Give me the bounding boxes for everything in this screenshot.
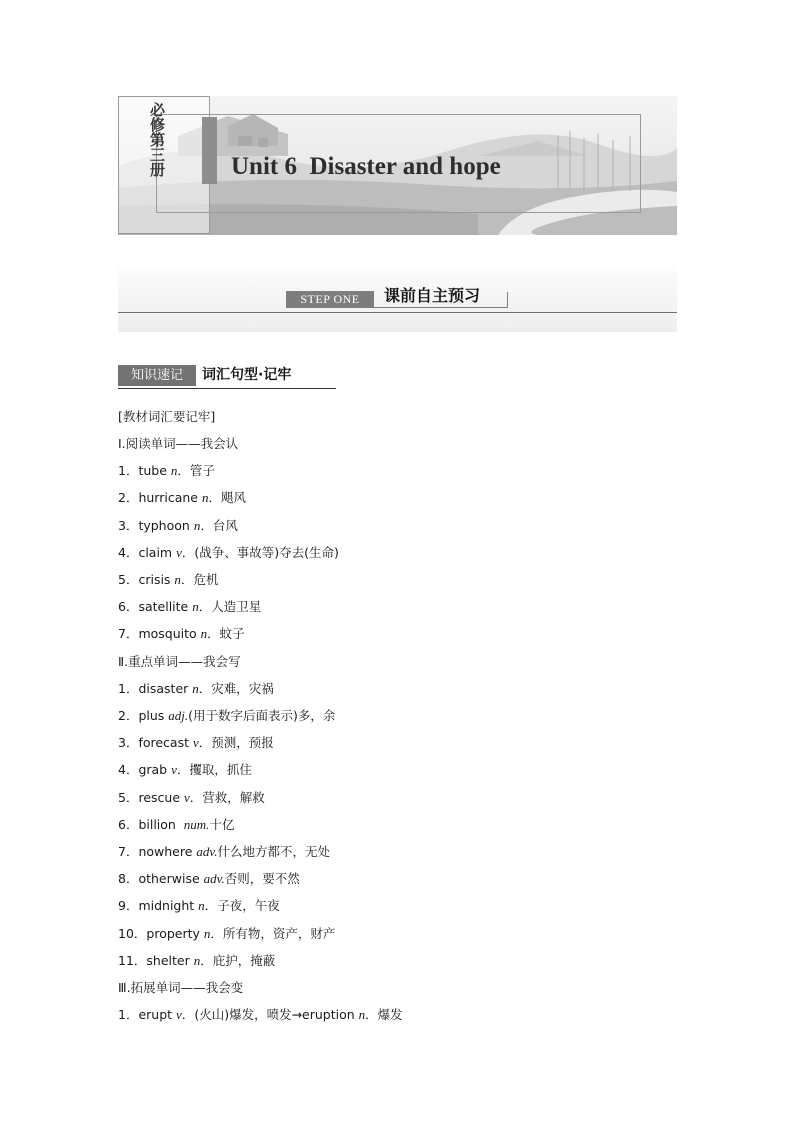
separator: ． — [198, 599, 212, 615]
vocab-item — [118, 734, 274, 752]
vocab-word: property — [146, 925, 204, 941]
part-of-speech: n — [192, 680, 199, 696]
item-number: 6． — [118, 816, 139, 832]
vocab-word: plus — [138, 708, 169, 723]
vocab-meaning: 营救，解救 — [202, 789, 265, 805]
part-of-speech: num. — [183, 816, 210, 832]
part-of-speech: v — [171, 762, 177, 778]
vocab-meaning: 预测，预报 — [211, 735, 274, 751]
item-number: 7． — [118, 844, 139, 859]
vocab-word: otherwise — [138, 871, 204, 887]
part-of-speech: n — [201, 490, 209, 506]
separator: ． — [180, 572, 194, 587]
item-number: 3． — [118, 735, 139, 751]
vocab-item — [118, 816, 234, 834]
item-number: 2． — [118, 708, 139, 723]
vocab-meaning: 蚊子 — [219, 626, 245, 642]
separator: ． — [207, 626, 220, 642]
separator: ． — [198, 680, 212, 696]
part-of-speech: v — [192, 735, 199, 751]
item-number: 4． — [118, 762, 139, 778]
item-number: 1． — [118, 680, 139, 696]
vocab-word: midnight — [138, 898, 199, 914]
step-title-underline — [374, 307, 508, 308]
part-of-speech: adj. — [168, 708, 189, 723]
vocab-item — [118, 462, 215, 480]
separator: ． — [200, 952, 213, 968]
part-of-speech: n — [193, 952, 201, 968]
part-of-speech: n — [358, 1007, 366, 1023]
part-of-speech: v — [183, 789, 190, 805]
part-of-speech: v — [176, 544, 182, 560]
part-of-speech: n — [200, 626, 208, 642]
vocab-item — [118, 489, 246, 507]
vocab-meaning: 什么地方都不，无处 — [217, 844, 330, 859]
step-title-bracket — [507, 292, 508, 308]
part-of-speech: n — [193, 517, 201, 533]
part-of-speech: n — [170, 463, 178, 479]
unit-title: Unit 6 Disaster and hope — [231, 153, 501, 180]
vocab-item — [118, 925, 335, 943]
vocab-item — [118, 544, 339, 562]
vocab-meaning: 管子 — [189, 463, 215, 479]
vocab-word: disaster — [138, 680, 193, 696]
separator: ． — [198, 735, 212, 751]
vocab-word: typhoon — [138, 517, 194, 533]
separator: ． — [189, 789, 203, 805]
volume-label: 必修第三册 — [148, 102, 166, 177]
vocab-meaning: 飓风 — [220, 490, 246, 506]
separator: ． — [181, 1007, 195, 1023]
vocab-word: grab — [138, 762, 172, 778]
vocab-word: billion — [138, 816, 184, 832]
item-number: 5． — [118, 572, 139, 587]
separator: ． — [181, 544, 195, 560]
vocab-meaning: (火山)爆发，喷发→eruption — [194, 1007, 359, 1023]
vocab-word: tube — [138, 463, 171, 479]
vocab-meaning: 台风 — [212, 517, 238, 533]
vocab-word: hurricane — [138, 490, 202, 506]
vocab-item — [118, 952, 275, 970]
item-number: 2． — [118, 490, 139, 506]
separator: ． — [210, 925, 223, 941]
part-of-speech: n — [198, 898, 205, 914]
step-label: STEP ONE — [286, 291, 374, 308]
vocab-meaning: (战争、事故等)夺去(生命) — [194, 544, 339, 560]
part-of-speech: adv. — [203, 871, 225, 887]
vocab-meaning: 所有物，资产，财产 — [222, 925, 336, 941]
vocab-word: erupt — [138, 1007, 177, 1023]
vocab-meaning: 攫取，抓住 — [189, 762, 252, 778]
separator: ． — [204, 898, 218, 914]
vocab-item — [118, 571, 218, 589]
item-number: 1． — [118, 463, 139, 479]
vocab-meaning: 危机 — [193, 572, 219, 587]
vocab-word: forecast — [138, 735, 193, 751]
separator: ． — [176, 762, 190, 778]
section-title: 词汇句型·记牢 — [202, 367, 292, 383]
separator: ． — [365, 1007, 378, 1023]
item-number: 4． — [118, 544, 139, 560]
title-accent-bar — [202, 117, 217, 184]
vocab-item — [118, 1006, 403, 1024]
section-tag: 知识速记 — [118, 365, 196, 386]
separator: ． — [200, 517, 213, 533]
item-number: 6． — [118, 599, 139, 615]
vocab-meaning: 爆发 — [377, 1007, 403, 1023]
vocab-meaning: 人造卫星 — [211, 599, 262, 615]
section-underline — [118, 388, 336, 389]
vocab-item — [118, 897, 280, 915]
item-number: 1． — [118, 1007, 139, 1023]
vocab-item — [118, 707, 335, 725]
part-of-speech: v — [176, 1007, 182, 1023]
item-number: 5． — [118, 789, 139, 805]
item-number: 3． — [118, 517, 139, 533]
subsection-heading: Ⅱ.重点单词——我会写 — [118, 653, 241, 669]
vocab-word: claim — [138, 544, 177, 560]
vocab-item — [118, 625, 245, 643]
separator: ． — [177, 463, 190, 479]
subsection-heading: Ⅲ.拓展单词——我会变 — [118, 980, 244, 995]
vocab-item — [118, 761, 252, 779]
item-number: 7． — [118, 626, 139, 642]
content-heading: [教材词汇要记牢] — [118, 409, 216, 424]
vocab-meaning: 否则，要不然 — [224, 871, 300, 887]
vocab-word: shelter — [146, 952, 194, 968]
separator: ． — [208, 490, 221, 506]
part-of-speech: adv. — [196, 844, 218, 859]
vocab-meaning: 十亿 — [209, 816, 235, 832]
part-of-speech: n — [203, 925, 211, 941]
vocab-item — [118, 870, 300, 888]
vocab-word: nowhere — [138, 844, 197, 859]
vocab-item — [118, 598, 261, 616]
subsection-heading: Ⅰ.阅读单词——我会认 — [118, 436, 239, 451]
vocab-item — [118, 680, 274, 698]
vocab-meaning: 子夜，午夜 — [217, 898, 280, 914]
vocab-word: satellite — [138, 599, 193, 615]
vocab-word: rescue — [138, 789, 184, 805]
item-number: 10． — [118, 925, 147, 941]
vocab-word: mosquito — [138, 626, 201, 642]
vocab-item — [118, 517, 238, 535]
part-of-speech: n — [192, 599, 199, 615]
vocab-meaning: 庇护，掩蔽 — [212, 952, 276, 968]
vocab-item — [118, 843, 330, 861]
vocab-word: crisis — [138, 572, 175, 587]
vocab-meaning: (用于数字后面表示)多，余 — [188, 708, 336, 723]
vocab-item — [118, 789, 265, 807]
item-number: 11． — [118, 952, 147, 968]
step-divider — [118, 312, 677, 313]
item-number: 8． — [118, 871, 139, 887]
item-number: 9． — [118, 898, 139, 914]
part-of-speech: n — [174, 572, 181, 587]
vocab-meaning: 灾难，灾祸 — [211, 680, 274, 696]
step-title: 课前自主预习 — [384, 286, 481, 305]
